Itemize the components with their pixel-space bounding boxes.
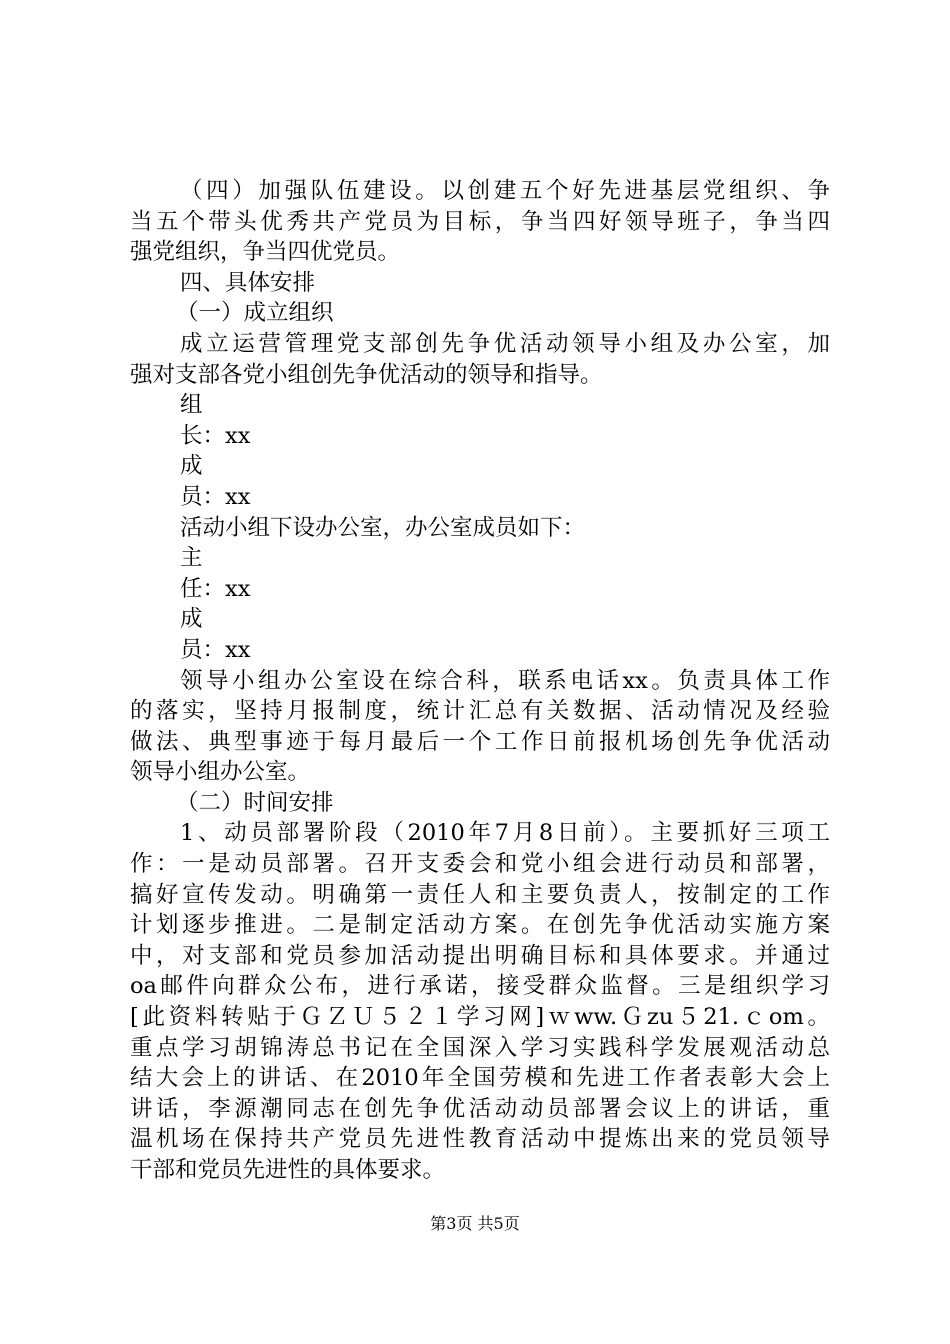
- role-label: 成: [180, 606, 203, 633]
- paragraph-line: 结大会上的讲话、在2010年全国劳模和先进工作者表彰大会上: [130, 1065, 830, 1092]
- paragraph-line: 当五个带头优秀共产党员为目标，争当四好领导班子，争当四: [130, 208, 830, 235]
- paragraph-line: 温机场在保持共产党员先进性教育活动中提炼出来的党员领导: [130, 1126, 830, 1153]
- paragraph-line: 领导小组办公室设在综合科，联系电话xx。负责具体工作: [180, 667, 830, 694]
- paragraph-line: 领导小组办公室。: [130, 759, 311, 786]
- subsection-heading: （二）时间安排: [176, 789, 334, 816]
- role-value: 任：xx: [180, 575, 251, 602]
- paragraph-line: [此资料转贴于ＧＺＵ５２１学习网]ｗww.Ｇzu５21.ｃom。: [130, 1004, 830, 1031]
- role-value: 员：xx: [180, 483, 251, 510]
- paragraph-line: oa邮件向群众公布，进行承诺，接受群众监督。三是组织学习: [130, 973, 830, 1000]
- paragraph-line: 的落实，坚持月报制度，统计汇总有关数据、活动情况及经验: [130, 698, 830, 725]
- paragraph-line: 中，对支部和党员参加活动提出明确目标和具体要求。并通过: [130, 942, 830, 969]
- role-label: 成: [180, 453, 203, 480]
- paragraph-line: 搞好宣传发动。明确第一责任人和主要负责人，按制定的工作: [130, 881, 830, 908]
- paragraph-line: 作：一是动员部署。召开支委会和党小组会进行动员和部署，: [130, 851, 830, 878]
- paragraph-line: 干部和党员先进性的具体要求。: [130, 1157, 446, 1183]
- paragraph-line: 成立运营管理党支部创先争优活动领导小组及办公室，加: [180, 330, 830, 357]
- paragraph-line: 1、动员部署阶段（2010年7月8日前）。主要抓好三项工: [180, 820, 830, 847]
- role-value: 员：xx: [180, 636, 251, 663]
- paragraph-line: （四）加强队伍建设。以创建五个好先进基层党组织、争: [180, 178, 830, 204]
- section-heading: 四、具体安排: [180, 269, 316, 296]
- paragraph-line: 强党组织，争当四优党员。: [130, 239, 401, 266]
- paragraph-line: 强对支部各党小组创先争优活动的领导和指导。: [130, 361, 603, 388]
- paragraph-line: 做法、典型事迹于每月最后一个工作日前报机场创先争优活动: [130, 728, 830, 755]
- paragraph-line: 活动小组下设办公室，办公室成员如下：: [180, 514, 586, 541]
- paragraph-line: 讲话，李源潮同志在创先争优活动动员部署会议上的讲话，重: [130, 1095, 830, 1122]
- page-number-footer: 第3页 共5页: [430, 1214, 520, 1233]
- subsection-heading: （一）成立组织: [176, 300, 334, 327]
- paragraph-line: 计划逐步推进。二是制定活动方案。在创先争优活动实施方案: [130, 912, 830, 939]
- document-body: [130, 176, 830, 1186]
- role-value: 长：xx: [180, 422, 251, 449]
- role-label: 组: [180, 392, 203, 419]
- role-label: 主: [180, 545, 203, 572]
- paragraph-line: 重点学习胡锦涛总书记在全国深入学习实践科学发展观活动总: [130, 1034, 830, 1061]
